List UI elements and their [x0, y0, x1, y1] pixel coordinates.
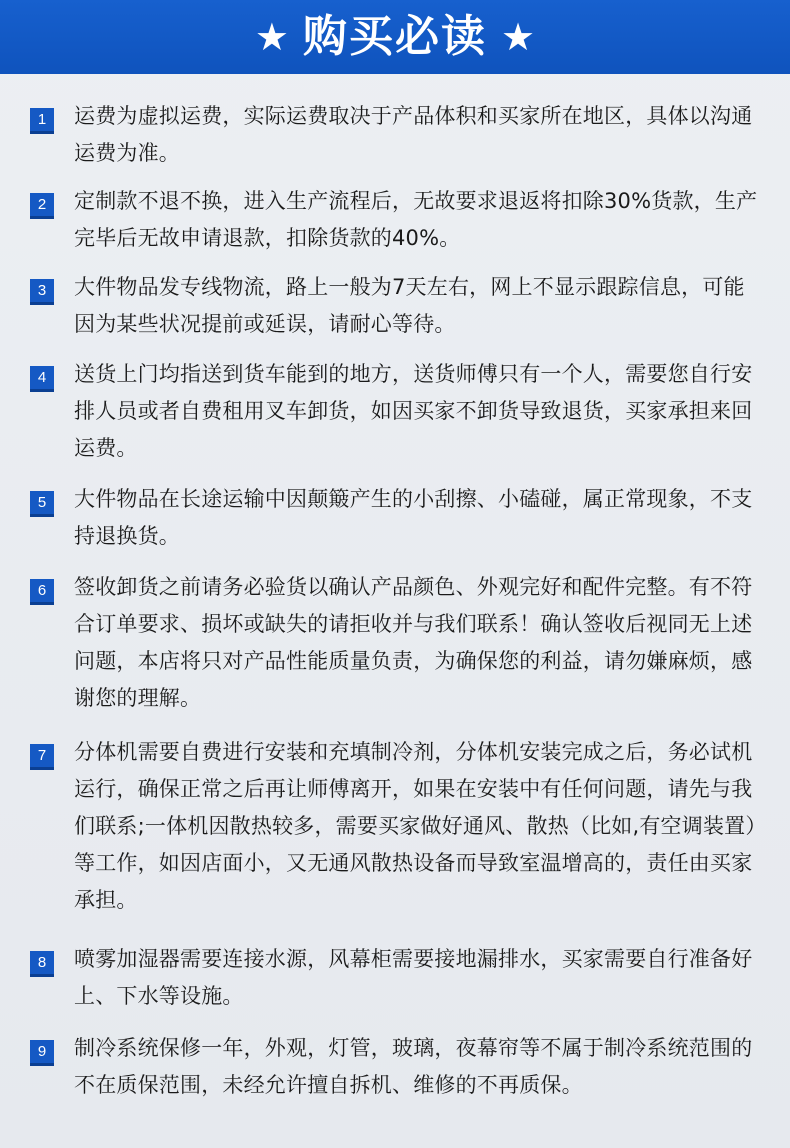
header-banner — [0, 0, 790, 74]
notice-text: 送货上门均指送到货车能到的地方，送货师傅只有一个人，需要您自行安排人员或者自费租用叉车卸货，如因买家不卸货导致退货，买家承担来回运费。 — [74, 362, 753, 460]
notice-text: 大件物品在长途运输中因颠簸产生的小刮擦、小磕碰，属正常现象，不支持退换货。 — [74, 487, 753, 548]
notice-number-badge: 8 — [30, 951, 54, 977]
notice-item-3 — [30, 269, 760, 343]
notice-number-badge: 3 — [30, 279, 54, 305]
notice-number-badge: 9 — [30, 1040, 54, 1066]
notice-text: 制冷系统保修一年，外观，灯管，玻璃，夜幕帘等不属于制冷系统范围的不在质保范围，未经允许擅自拆机、维修的不再质保。 — [74, 1036, 753, 1097]
notice-text: 运费为虚拟运费，实际运费取决于产品体积和买家所在地区，具体以沟通运费为准。 — [74, 104, 753, 165]
notice-text: 定制款不退不换，进入生产流程后，无故要求退返将扣除30%货款，生产完毕后无故申请退款，扣除货款的40%。 — [74, 189, 758, 250]
notice-number-badge: 6 — [30, 579, 54, 605]
notice-item-9 — [30, 1030, 760, 1104]
notice-number-badge: 2 — [30, 193, 54, 219]
star-left-icon: ★ — [254, 15, 289, 59]
notice-item-5 — [30, 481, 760, 555]
notice-number-badge: 4 — [30, 366, 54, 392]
notice-item-8 — [30, 941, 760, 1015]
notice-number-badge: 5 — [30, 491, 54, 517]
notice-item-7 — [30, 734, 760, 919]
notice-text: 分体机需要自费进行安装和充填制冷剂，分体机安装完成之后，务必试机运行，确保正常之后再让师傅离开，如果在安装中有任何问题，请先与我们联系;一体机因散热较多，需要买家做好通风、散热（比如,有空调装置）等工作，如因店面小，又无通风散热设备而导致室温增高的，责任由买家承担。 — [74, 740, 757, 912]
page-title: 购买必读 — [303, 11, 487, 62]
notice-item-1 — [30, 98, 760, 172]
notice-number-badge: 1 — [30, 108, 54, 134]
notice-item-2 — [30, 183, 760, 257]
star-right-icon: ★ — [501, 15, 536, 59]
notice-item-6 — [30, 569, 760, 717]
notice-item-4 — [30, 356, 760, 467]
notice-number-badge: 7 — [30, 744, 54, 770]
notice-text: 签收卸货之前请务必验货以确认产品颜色、外观完好和配件完整。有不符合订单要求、损坏或缺失的请拒收并与我们联系！确认签收后视同无上述问题，本店将只对产品性能质量负责，为确保您的利益，请勿嫌麻烦，感谢您的理解。 — [74, 575, 753, 710]
notice-text: 喷雾加湿器需要连接水源，风幕柜需要接地漏排水，买家需要自行准备好上、下水等设施。 — [74, 947, 753, 1008]
notice-text: 大件物品发专线物流，路上一般为7天左右，网上不显示跟踪信息，可能因为某些状况提前或延误，请耐心等待。 — [74, 275, 745, 336]
